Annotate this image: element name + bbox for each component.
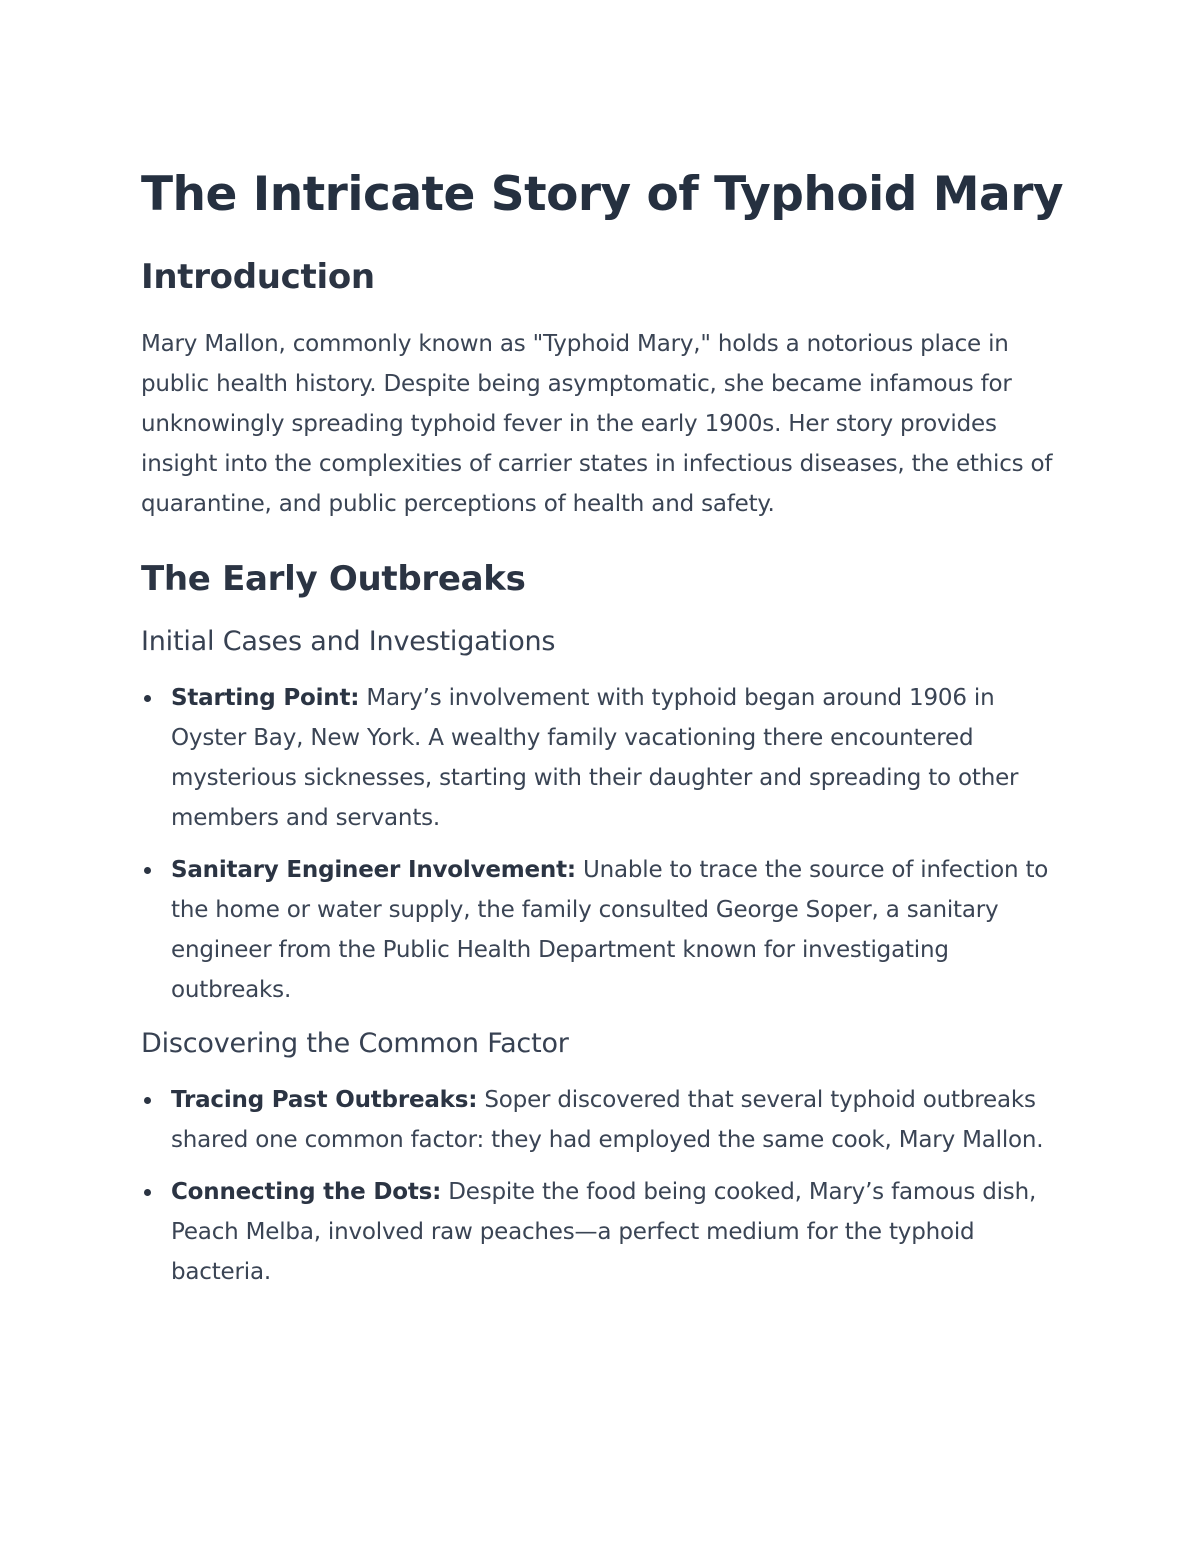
- initial-cases-heading: Initial Cases and Investigations: [141, 626, 556, 657]
- list-item: [141, 1080, 1061, 1160]
- bullet-text: Despite the food being cooked, Mary’s famous dish, Peach Melba, involved raw peaches—a perfect medium for the typhoid bacteria.: [171, 1179, 1037, 1285]
- bullet-text: Mary’s involvement with typhoid began around 1906 in Oyster Bay, New York. A wealthy family vacationing there encountered mysterious sicknesses, starting with their daughter and spreading to other members and servants.: [171, 685, 1019, 831]
- bullet-lead: Starting Point:: [171, 685, 360, 711]
- list-item: [141, 1172, 1061, 1292]
- bullet-dot-icon: [144, 695, 151, 702]
- bullet-dot-icon: [144, 1097, 151, 1104]
- bullet-lead: Connecting the Dots:: [171, 1179, 442, 1205]
- initial-cases-list: [141, 678, 1061, 1010]
- common-factor-list: [141, 1080, 1061, 1292]
- bullet-lead: Tracing Past Outbreaks:: [171, 1087, 478, 1113]
- list-item: [141, 850, 1061, 1010]
- introduction-heading: Introduction: [141, 257, 375, 297]
- list-item: [141, 678, 1061, 838]
- bullet-text: Soper discovered that several typhoid outbreaks shared one common factor: they had employed the same cook, Mary Mallon.: [171, 1087, 1044, 1153]
- bullet-lead: Sanitary Engineer Involvement:: [171, 857, 576, 883]
- common-factor-heading: Discovering the Common Factor: [141, 1028, 569, 1059]
- document-page: [141, 160, 1064, 1304]
- document-title: The Intricate Story of Typhoid Mary: [141, 167, 1064, 222]
- bullet-dot-icon: [144, 1189, 151, 1196]
- early-outbreaks-heading: The Early Outbreaks: [141, 559, 526, 599]
- bullet-text: Unable to trace the source of infection to the home or water supply, the family consulted George Soper, a sanitary engineer from the Public Health Department known for investigating outbreaks.: [171, 857, 1049, 1003]
- bullet-dot-icon: [144, 867, 151, 874]
- introduction-paragraph: Mary Mallon, commonly known as "Typhoid Mary," holds a notorious place in public health history. Despite being asymptomatic, she became infamous for unknowingly spreading typhoid fever in the early 1900s. Her story provides insight into the complexities of carrier states in infectious diseases, the ethics of quarantine, and public perceptions of health and safety.: [141, 331, 1053, 517]
